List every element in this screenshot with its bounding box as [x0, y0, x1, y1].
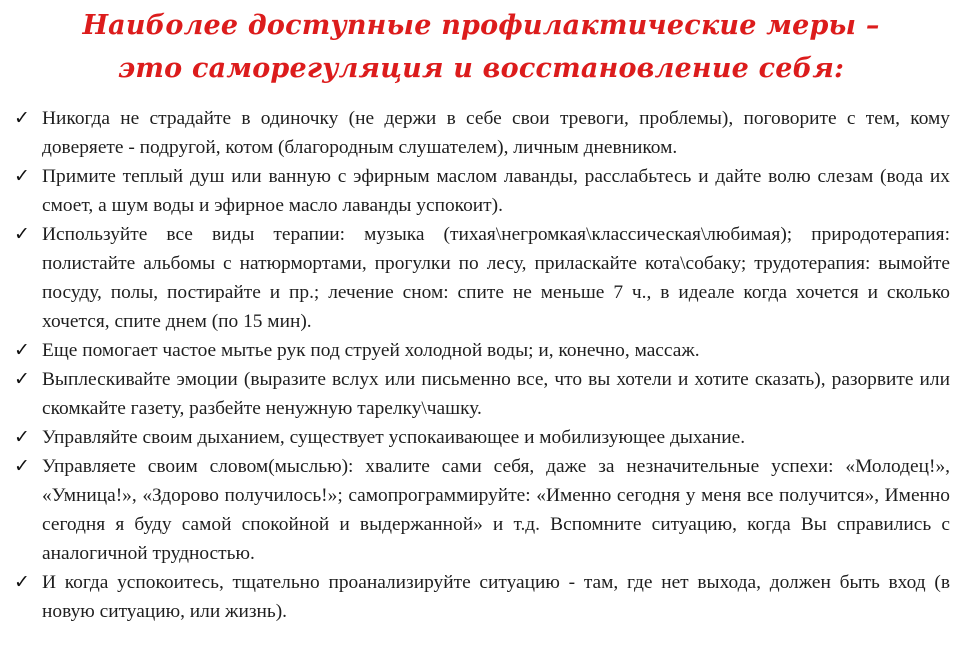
title-line-2: это саморегуляция и восстановление себя: [117, 53, 845, 84]
list-item [12, 452, 950, 568]
check-icon: ✓ [14, 339, 30, 361]
tip-text: Примите теплый душ или ванную с эфирным маслом лаванды, расслабьтесь и дайте волю слезам (вода их смоет, а шум воды и эфирное масло лаванды успокоит). [42, 166, 950, 216]
list-item [12, 104, 950, 162]
check-icon: ✓ [14, 426, 30, 448]
list-item [12, 568, 950, 626]
title-line-1: Наиболее доступные профилактические меры – [82, 10, 880, 41]
check-icon: ✓ [14, 223, 30, 245]
check-icon: ✓ [14, 571, 30, 593]
list-item [12, 336, 950, 365]
check-icon: ✓ [14, 455, 30, 477]
check-icon: ✓ [14, 107, 30, 129]
list-item [12, 162, 950, 220]
tip-text: И когда успокоитесь, тщательно проанализируйте ситуацию - там, где нет выхода, должен быть вход (в новую ситуацию, или жизнь). [42, 572, 950, 622]
tip-text: Управляйте своим дыханием, существует успокаивающее и мобилизующее дыхание. [42, 427, 746, 448]
check-icon: ✓ [14, 368, 30, 390]
list-item [12, 423, 950, 452]
list-item [12, 220, 950, 336]
tip-text: Используйте все виды терапии: музыка (тихая\негромкая\классическая\любимая); природотерапия: полистайте альбомы с натюрмортами, прогулки по лесу, приласкайте кота\собаку; трудотерапия: вымойте посуду, полы, постирайте и пр.; лечение сном: спите не меньше 7 ч., в идеале когда хочется и сколько хочется, спите днем (по 15 мин). [42, 224, 950, 332]
check-icon: ✓ [14, 165, 30, 187]
list-item [12, 365, 950, 423]
tips-list [12, 104, 950, 626]
tip-text: Еще помогает частое мытье рук под струей холодной воды; и, конечно, массаж. [42, 340, 700, 361]
page-title [12, 4, 950, 90]
tip-text: Никогда не страдайте в одиночку (не держи в себе свои тревоги, проблемы), поговорите с тем, кому доверяете - подругой, котом (благородным слушателем), личным дневником. [42, 108, 950, 158]
tip-text: Управляете своим словом(мыслью): хвалите сами себя, даже за незначительные успехи: «Молодец!», «Умница!», «Здорово получилось!»; самопрограммируйте: «Именно сегодня у меня все получится», Именно сегодня я буду самой спокойной и выдержанной» и т.д. Вспомните ситуацию, когда Вы справились с аналогичной трудностью. [42, 456, 950, 564]
tip-text: Выплескивайте эмоции (выразите вслух или письменно все, что вы хотели и хотите сказать), разорвите или скомкайте газету, разбейте ненужную тарелку\чашку. [42, 369, 950, 419]
